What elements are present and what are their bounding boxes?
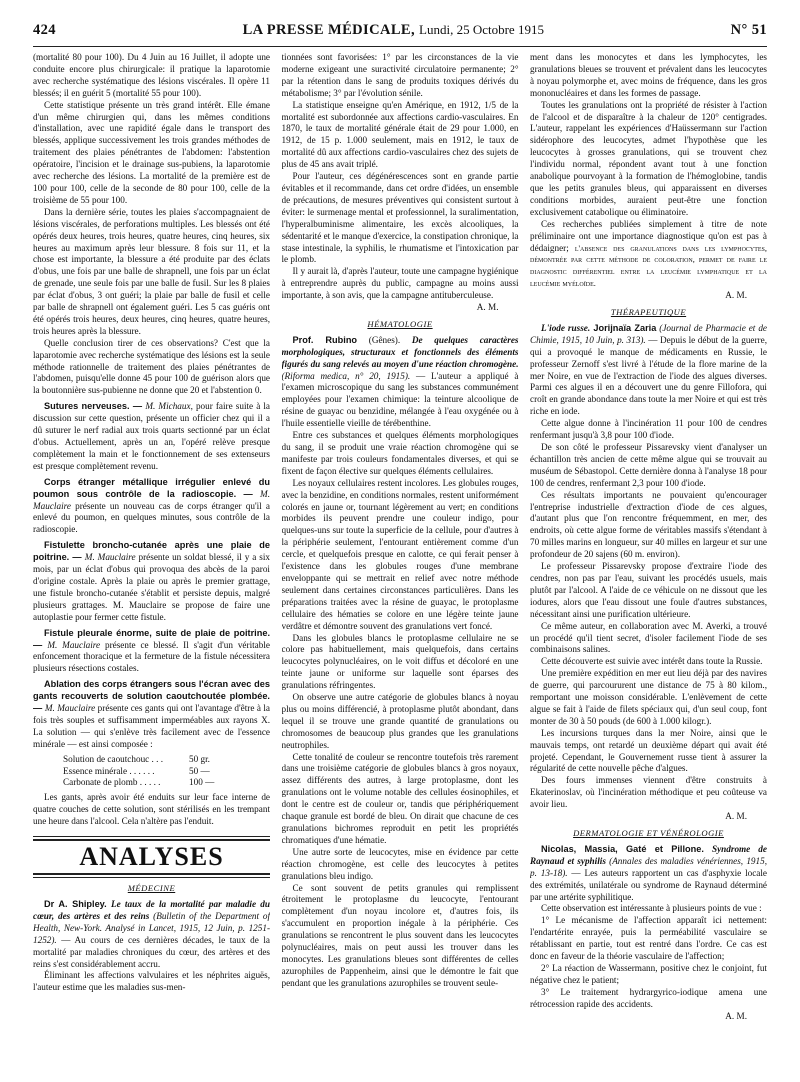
paragraph: tionnées sont favorisées: 1° par les circonstances de la vie moderne exigeant une suractivité circulatoire permanente; 2° par la rétention dans le sang de produits toxiques dérivés du métabolisme; 3° par l'évolution sénile. — [281, 52, 519, 98]
paragraph: Ces résultats importants ne pouvaient qu'encourager l'entreprise industrielle d'extraction d'iode de ces algues, d'autant plus que l'on rencontre fréquemment, en mer, des endroits, où cette algue forme de véritables massifs s'étendant à 70 milles marins en longueur, sur 40 milles en largeur et sur une profondeur de 20 sajens (60 m. environ). — [530, 489, 767, 560]
analyses-banner — [33, 836, 270, 878]
paragraph-conclusion — [530, 219, 767, 290]
composition-row — [63, 754, 218, 766]
composition-name: Essence minérale . . . . . . — [63, 765, 155, 776]
report-title: Ablation des corps étrangers sous l'écran avec des gants recouverts de solution caoutchoutée plombée. — — [33, 679, 270, 714]
report-text: présente ce blessé. Il s'agit d'un véritable enfoncement thoracique et la fermeture de la fistule nécessitera plusieurs résections costales. — [33, 639, 270, 674]
paragraph: ment dans les monocytes et dans les lymphocytes, les granulations bleues se trouvent et prévalent dans les leucocytes à noyau polymorphe et, avec moins de fréquence, dans les gros mononucléaires et dans les formes de passage. — [530, 52, 767, 98]
journal-title — [243, 22, 544, 39]
page-number: 424 — [33, 22, 56, 38]
composition-value: 100 — — [189, 777, 215, 788]
report-author: M. Michaux — [145, 401, 191, 412]
issue-date: Lundi, 25 Octobre 1915 — [419, 22, 544, 37]
paragraph: Ce même auteur, en collaboration avec M. Averki, a trouvé un procédé qu'il tient secret, d'isoler facilement l'iode de ses combinaisons salines. — [530, 620, 767, 655]
conclusion-emphasis: l'absence des granulations dans les lymphocytes, démontrée par cette méthode de coloration, permet de faire le diagnostic différentiel entre la leucémie lymphatique et la leucémie myéloïde. — [530, 243, 767, 289]
conclusion-lead: Ces recherches publiées simplement à titre de note préliminaire ont une importance diagnostique qu'on est pas à dédaigner; — [530, 218, 767, 253]
report-corps-etranger — [33, 477, 270, 537]
paragraph: La statistique enseigne qu'en Amérique, en 1912, 1/5 de la mortalité est subordonnée aux affections cardio-vasculaires. En 1870, le taux de mortalité générale était de 29 pour 1.000, en 1912, de 15 p. 1.000 seulement, mais en 1912, le taux de mortalité dû aux affections cardio-vasculaires chez des sujets de plus de 45 ans avait triplé. — [281, 99, 519, 170]
paragraph: De son côté le professeur Pissarevsky vient d'analyser un échantillon très ancien de cette même algue qui se trouvait au muséum de Sébastopol. Cette dernière donna à l'analyse 18 pour 100 de cendres, renfermant 2,3 pour 100 d'iode. — [530, 442, 767, 488]
analysis-author: Dr A. Shipley. — [44, 899, 107, 909]
analysis-reference: (Journal de Pharmacie et de Chimie, 1915, 10 Juin, p. 313). — [530, 322, 767, 345]
composition-table — [63, 754, 218, 790]
analysis-author: Prof. Rubino — [292, 334, 358, 345]
paragraph: Une première expédition en mer eut lieu déjà par des navires de guerre, qui parcoururent une distance de 75 à 80 kilom., remportant une moisson considérable. L'enlèvement de cette algue se fait à l'aide de filets spéciaux qui, d'un seul coup, font monter de 30 à 50 pouds (de 600 à 1.000 kilogr.). — [530, 668, 767, 726]
section-heading-dermatologie: DERMATOLOGIE ET VÉNÉROLOGIE — [573, 828, 724, 838]
journal-name: LA PRESSE MÉDICALE, — [242, 22, 415, 38]
report-author: M. Mauclaire — [84, 552, 136, 563]
analysis-shipley — [33, 899, 270, 970]
paragraph: Le professeur Pissarevsky propose d'extraire l'iode des cendres, non pas par l'eau, suivant les procédés usuels, mais plutôt par l'alcool. A l'aide de ce véhicule on ne dissout que les iodures, alors que l'eau dissout une foule d'autres substances, nécessitant ainsi une purification ultérieure. — [530, 561, 767, 619]
paragraph: Des fours immenses viennent d'être construits à Ekaterinoslav, où l'incinération méthodique et peu coûteuse va avoir lieu. — [530, 775, 767, 810]
report-text: , pour faire suite à la discussion sur cette question, présente un officier chez qui il a dû suturer le nerf radial aux trois quarts sectionné par un éclat d'obus. Actuellement, après un an, l'opéré relève presque complètement la main et le fonctionnement de ses extenseurs est presque complètement revenu. — [33, 401, 270, 471]
paragraph: Dans les globules blancs le protoplasme cellulaire ne se colore pas habituellement, mais quelquefois, dans certains leucocytes polynucléaires, on le voit diffus et décoloré en une teinte jaune or uniforme sur laquelle sont éparses des granulations réfringentes. — [281, 632, 519, 691]
analysis-author: Nicolas, Massia, Gaté et Pillone. — [541, 843, 704, 854]
report-title: Fistulette broncho-cutanée après une plaie de poitrine. — — [33, 540, 270, 563]
column-3 — [530, 52, 767, 1072]
paragraph: Cette tonalité de couleur se rencontre toutefois très rarement dans une troisième catégorie de globules blancs à gros noyaux, assez différents des autres, à large protoplasme, dont les granulations ont le volume notable des cellules éosinophiles, et dont le centre est de couleur or, tandis que périphériquement chaque granule est bordé de bleu. On dirait que chacune de ces granulations bichromes reproduit en petit les propriétés chromatiques d'une hématie. — [281, 751, 519, 845]
analysis-title: De quelques caractères morphologiques, structuraux et fonctionnels des éléments figurés du sang relevés au moyen d'une réaction chromogène. — [281, 334, 519, 369]
report-author: M. Mauclaire — [47, 639, 101, 650]
paragraph: Ce sont souvent de petits granules qui remplissent étroitement le protoplasme du leucocyte, l'entourant complètement d'un noyau incolore et, d'autres fois, ils s'accumulent en proportion inégale à la périphérie. Ces granulations se rencontrent le plus souvent dans les leucocytes polynucléaires, mais on peut aussi les trouver dans les monocytes. Les granulations bleues sont différentes de celles azurophiles de Pappenheim, ainsi que le démontre le fait que pendant que les granulations azurophiles se trouvent seule- — [281, 882, 519, 988]
report-author: M. Mauclaire — [33, 488, 270, 511]
paragraph: Cette statistique présente un très grand intérêt. Elle émane d'un même chirurgien qui, dans les mêmes conditions d'installation, avec une rapidité égale dans le transport des blessés, applique successivement les trois grandes méthodes de traitement des plaies pénétrantes de l'abdomen: l'abstention opératoire, l'incision et le drainage sus-pubiens, la laparotomie avec recherche des lésions. La mortalité de la première est de 100 pour 100, celle de la seconde de 80 pour 100, celle de la troisième de 55 pour 100. — [33, 99, 270, 205]
analysis-author: Jorijnaïa Zaria — [590, 322, 657, 333]
signature: A. M. — [725, 811, 747, 822]
paragraph: On observe une autre catégorie de globules blancs à noyau plus ou moins différencié, à protoplasme plutôt abondant, dans lequel il se trouve une grande quantité de granulations ou chromosomes de beaucoup plus grandes que les granulations neutrophiles. — [281, 692, 519, 750]
composition-row — [63, 777, 218, 789]
analysis-title: Le taux de la mortalité par maladie du cœur, des artères et des reins — [33, 899, 270, 921]
report-text: présente un nouveau cas de corps étranger qu'il a enlevé du poumon, en quelques minutes, sous contrôle de la radioscopie. — [33, 500, 270, 535]
paragraph: Quelle conclusion tirer de ces observations? C'est que la laparotomie avec recherche systématique des lésions est la seule méthode rationnelle de traitement des plaies pénétrantes de l'abdomen, puisqu'elle donne 45 pour 100 de guérison alors que la boutonnière sus-pubienne ne donne que 20 et l'abstention 0. — [33, 337, 270, 396]
paragraph: Éliminant les affections valvulaires et les néphrites aiguës, l'auteur estime que les maladies sus-men- — [33, 970, 270, 993]
paragraph: 3° Le traitement hydrargyrico-iodique amena une rétrocession rapide des accidents. — [530, 986, 767, 1009]
columns — [33, 52, 767, 1072]
report-fistulette — [33, 540, 270, 623]
report-fistule-pleurale — [33, 628, 270, 676]
section-heading-medecine: MÉDECINE — [127, 883, 176, 894]
paragraph: Les incursions turques dans la mer Noire, ainsi que le mauvais temps, ont retardé un deuxième départ qui avait été projeté. Cependant, le Gouvernement russe tient à assurer la régularité de cette nouvelle pêche d'algues. — [530, 727, 767, 774]
paragraph: (mortalité 80 pour 100). Du 4 Juin au 16 Juillet, il adopte une conduite encore plus chirurgicale: il pratique la laparotomie avec recherche systématique des lésions viscérales. Il opère 11 blessés; il en guérit 5 (mortalité 55 pour 100). — [33, 52, 270, 98]
analysis-title: L'iode russe. — [541, 322, 591, 333]
paragraph: 2° La réaction de Wassermann, positive chez le conjoint, fut négative chez le patient; — [530, 962, 767, 985]
composition-name: Carbonate de plomb . . . . . — [63, 777, 161, 788]
analysis-raynaud — [530, 844, 767, 904]
analyses-heading: ANALYSES — [33, 839, 270, 875]
analysis-reference: (Bulletin of the Department of Health, New-York. Analysé in Lancet, 1915, 12 Juin, p. 1251-1252). — [33, 910, 270, 945]
paragraph: 1° Le mécanisme de l'affection apparaît ici nettement: l'endartérite enrayée, puis la perméabilité vasculaire se rétablissant en partie, tout est rentré dans l'ordre. Ce cas est donc en faveur de la théorie vasculaire de l'affection; — [530, 915, 767, 962]
report-title: Fistule pleurale énorme, suite de plaie de poitrine. — — [33, 627, 270, 650]
analysis-rubino — [282, 335, 519, 430]
analysis-place: (Gênes). — [357, 334, 412, 345]
composition-value: 50 — — [189, 765, 210, 776]
paragraph: Dans la dernière série, toutes les plaies s'accompagnaient de lésions viscérales, de perforations multiples. Les blessés ont été opérés deux heures, trois heures, quatre heures, cinq heures, six heures au maximum après leur blessure. 8 fois sur 11, et la chose est importante, la blessure a été produite par des éclats d'obus, une fois par une balle de shrapnell, une fois par un éclat de grenade, une seule fois par une balle de fusil. Sur les 8 plaies par éclat d'obus, 3 ont guéri; la plaie par balle de fusil et celle par balle de shrapnell ont également guéri. Les 5 cas guéris ont été opérés trois heures, deux heures, cinq heures, quatre heures, trois heures après la blessure. — [33, 206, 270, 336]
analysis-title: Syndrome de Raynaud et syphilis — [530, 843, 767, 866]
section-heading-hematologie: HÉMATOLOGIE — [367, 318, 433, 329]
paragraph: Toutes les granulations ont la propriété de résister à l'action de l'alcool et de disparaître à la chaleur de 120° centigrades. L'auteur, rappelant les expériences d'Haüssermann sur l'action sidérophore des leucocytes, admet l'hypothèse que les leucocytes à grosses granulations, qui se trouvent chez l'individu normal, répondent avant tout à une fonction anabolique pourvoyant à la formation de l'hémoglobine, tandis que les petits granules bleus, qui apparaissent en diverses conditions morbides, auraient peut-être une fonction exclusivement catabolique ou éliminatoire. — [530, 99, 767, 217]
analysis-reference: (Annales des maladies vénériennes, 1915, p. 13-18). — [530, 855, 767, 878]
paragraph: Les noyaux cellulaires restent incolores. Les globules rouges, avec la benzidine, en conditions normales, restent uniformément colorés en jaune or, tournant légèrement au vert; en conditions morbides ils peuvent prendre une couleur indigo, pour quelques-uns sur toute la superficie de la cellule, pour d'autres à la périphérie seulement, l'entourant entièrement comme d'un cercle, et quelquefois presque en calotte, ce qui ferait penser à l'existence dans les globules rouges d'une membrane enveloppante qui se mettrait en relief avec notre méthode seulement dans certaines circonstances particulières. Dans les préparations traitées avec la résine de guayac, le protoplasme cellulaire des hématies se colore en une légère teinte jaune verdâtre et démontre souvent des granulations vert foncé. — [281, 477, 519, 631]
page-header — [33, 22, 767, 47]
composition-name: Solution de caoutchouc . . . — [63, 753, 164, 764]
paragraph: Cette algue donne à l'incinération 11 pour 100 de cendres renfermant jusqu'à 3,8 pour 100 d'iode. — [530, 418, 767, 441]
report-title: Sutures nerveuses. — — [44, 401, 146, 412]
analysis-iode-russe — [530, 323, 767, 418]
signature: A. M. — [725, 290, 747, 301]
report-gants — [33, 679, 270, 750]
report-text: présente un soldat blessé, il y a six mois, par un éclat d'obus qui provoqua des abcès de la paroi d'origine costale. Après la plaie ou après le premier grattage, une fistule broncho-cutanée s'établit et persiste depuis, malgré plusieurs grattages. M. Mauclaire se propose de faire une autoplastie pour fermer cette fistule. — [33, 552, 270, 622]
report-sutures — [33, 401, 270, 472]
report-author: M. Mauclaire — [44, 703, 96, 714]
issue-number: N° 51 — [730, 22, 767, 38]
paragraph: Une autre sorte de leucocytes, mise en évidence par cette réaction chromogène, est celle des leucocytes à petites granulations bleu indigo. — [281, 846, 519, 881]
paragraph: Les gants, après avoir été enduits sur leur face interne de quatre couches de cette solution, sont stérilisés en les trempant une heure dans l'alcool. Cela n'altère pas l'enduit. — [33, 792, 270, 827]
signature: A. M. — [725, 1010, 747, 1021]
paragraph: Il y aurait là, d'après l'auteur, toute une campagne hygiénique à entreprendre auprès du public, campagne au moins aussi importante, à son avis, que la campagne antituberculeuse. — [281, 266, 519, 301]
column-1 — [33, 52, 270, 1072]
report-text: présente ces gants qui ont l'avantage d'être à la fois très souples et suffisamment imperméables aux rayons X. La solution — qui s'enlève très facilement avec de l'essence minérale — est ainsi composée : — [33, 703, 270, 749]
analysis-text: — Depuis le début de la guerre, qui a provoqué le manque de médicaments en Russie, le professeur Zernoff s'est livré à l'étude de la flore marine de la mer Noire, en vue de l'extraction de l'iode des algues diverses. Parmi ces algues il en a découvert une du genre Fillofora, qui croît en grande abondance dans toute la mer Noire et qui est très riche en iode. — [530, 334, 767, 417]
section-heading-therapeutique: THÉRAPEUTIQUE — [610, 307, 687, 318]
composition-value: 50 gr. — [189, 753, 210, 764]
analysis-text: — Au cours de ces dernières décades, le taux de la mortalité par maladies chroniques du cœur, des artères et des reins s'est considérablement accru. — [33, 934, 270, 969]
signature: A. M. — [476, 302, 499, 313]
paragraph: Entre ces substances et quelques éléments morphologiques du sang, il se produit une vraie réaction chromogène qui se manifeste par trois couleurs fondamentales diverses, et qui se fixent de façon élective sur quelques éléments cellulaires. — [281, 430, 519, 476]
column-2 — [282, 52, 519, 1072]
analysis-text: — L'auteur a appliqué à l'examen microscopique du sang les substances communément employées pour l'examen chimique: la teinture alcoolique de résine de guayac ou benzidine, mélangée à l'eau oxygénée ou à l'huile essentielle vieille de térébenthine. — [281, 370, 519, 429]
paragraph: Cette observation est intéressante à plusieurs points de vue : — [541, 903, 762, 914]
report-title: Corps étranger métallique irrégulier enlevé du poumon sous contrôle de la radioscopie. — — [33, 476, 270, 499]
analysis-text: — Les auteurs rapportent un cas d'asphyxie locale des extrémités, unilatérale ou syndrome de Raynaud déterminé par une artérite syphilitique. — [530, 867, 767, 902]
analysis-reference: (Riforma medica, n° 20, 1915). — [281, 370, 411, 381]
paragraph: Pour l'auteur, ces dégénérescences sont en grande partie évitables et il recommande, dans cet ordre d'idées, un ensemble de précautions, de mesures préventives qui consistent surtout à éviter: le surmenage mental et professionnel, la suralimentation, l'hyperalbuminisme alimentaire, les excès alcooliques, la sédentarité et le manque d'exercice, la constipation chronique, la stase intestinale, la syphilis, le rhumatisme et l'intoxication par le plomb. — [281, 171, 519, 265]
composition-row — [63, 766, 218, 778]
paragraph: Cette découverte est suivie avec intérêt dans toute la Russie. — [541, 656, 763, 667]
